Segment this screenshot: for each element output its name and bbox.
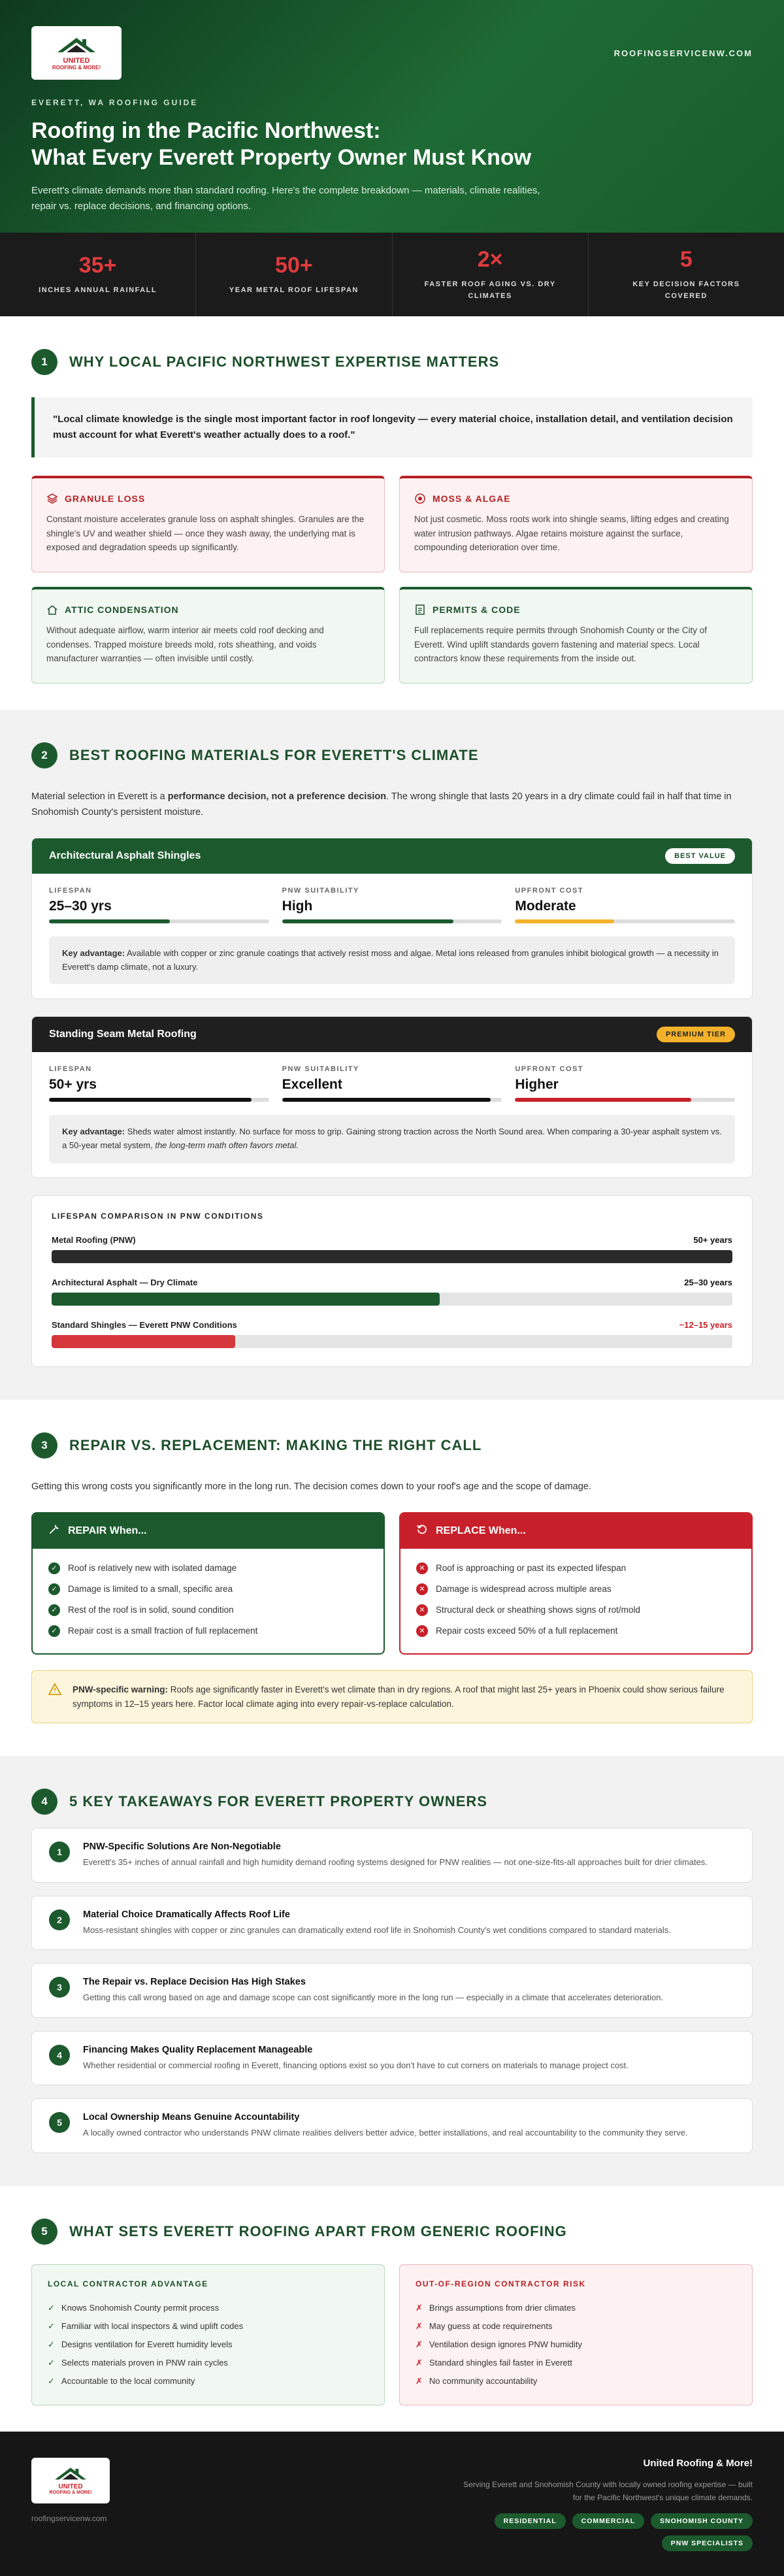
card-permits-code [399,587,753,684]
takeaway-title: The Repair vs. Replace Decision Has High Stakes [83,1977,306,1988]
item-text: Knows Snohomish County permit process [61,2302,220,2313]
material-header [32,838,752,874]
tag-commercial: COMMERCIAL [572,2513,644,2529]
check-icon: ✓ [48,1583,60,1595]
title-line-1: Roofing in the Pacific Northwest: [31,118,381,143]
list-item [48,1579,368,1600]
repair-title: REPAIR When... [68,1525,147,1536]
document-icon [414,604,426,616]
list-item [48,2372,368,2390]
row-track [52,1293,732,1306]
metric-value: Higher [515,1077,559,1093]
section-number-badge: 3 [31,1432,57,1459]
card-moss-algae [399,476,753,572]
card-title: MOSS & ALGAE [433,493,511,504]
row-value: 50+ years [693,1235,732,1246]
card-text: Not just cosmetic. Moss roots work into shingle seams, lifting edges and creating water intrusion pathways. Algae retains moisture against the surface, compounding deterioration over time. [414,514,729,553]
card-granule-loss [31,476,385,572]
section-title: WHAT SETS EVERETT ROOFING APART FROM GENERIC ROOFING [69,2222,567,2239]
row-value: ~12–15 years [679,1320,732,1330]
card-heading [46,493,370,504]
stat-number: 35+ [78,252,117,278]
takeaway-item [31,1963,753,2018]
check-icon: ✓ [48,1562,60,1574]
material-card-asphalt [31,838,753,1000]
footer-left [31,2458,110,2552]
section-materials [0,710,784,1400]
section-number-badge: 5 [31,2219,57,2245]
takeaway-item [31,1828,753,1883]
comparison-row-standard [52,1320,732,1348]
metric-track [282,1098,502,1102]
footer-site-link[interactable]: roofingservicenw.com [31,2513,107,2523]
row-header [52,1320,732,1330]
cross-icon: ✗ [416,2302,423,2313]
takeaway-list [31,1828,753,2153]
metric-label: PNW SUITABILITY [282,886,359,895]
metric-label: UPFRONT COST [515,886,584,895]
material-header [32,1017,752,1052]
metric-value: Excellent [282,1077,342,1093]
list-item [48,2317,368,2336]
row-label: Metal Roofing (PNW) [52,1235,136,1246]
company-logo[interactable] [31,26,122,80]
takeaway-body [83,1977,663,2004]
advantage-emphasis: the long-term math often favors metal. [155,1140,299,1151]
metric-fill [49,1098,252,1102]
intro-emphasis: performance decision, not a preference decision [167,791,387,802]
stat-number: 5 [679,246,693,272]
page-title [31,118,753,171]
advantage-label: Key advantage: [62,1127,125,1137]
takeaway-text: Everett's 35+ inches of annual rainfall and high humidity demand roofing systems designed for PNW realities — not one-size-fits-all approaches built for drier climates. [83,1857,708,1868]
factor-cards [31,476,753,684]
card-title: ATTIC CONDENSATION [65,604,179,615]
item-text: Structural deck or sheathing shows signs of rot/mold [436,1605,640,1615]
replace-list [400,1549,751,1653]
metric-label: UPFRONT COST [515,1065,584,1074]
page-footer [0,2432,784,2576]
roof-logo-icon [54,35,99,58]
stat-label: YEAR METAL ROOF LIFESPAN [229,286,359,294]
item-text: Damage is limited to a small, specific area [68,1584,233,1594]
footer-logo[interactable] [31,2458,110,2503]
list-item [416,1600,736,1621]
stat-factors [589,233,784,316]
stat-number: 50+ [275,252,313,278]
section-header [31,742,753,768]
box-title: OUT-OF-REGION CONTRACTOR RISK [416,2279,586,2288]
contractor-comparison [31,2264,753,2405]
item-text: Selects materials proven in PNW rain cycles [61,2357,228,2368]
repair-box [31,1512,385,1655]
takeaway-number: 2 [49,1909,70,1930]
card-heading [414,493,738,504]
item-text: Roof is relatively new with isolated damage [68,1563,237,1574]
section-intro [31,789,753,821]
stat-metal-lifespan [196,233,392,316]
comparison-title: LIFESPAN COMPARISON IN PNW CONDITIONS [52,1212,264,1221]
takeaway-title: Financing Makes Quality Replacement Manageable [83,2044,313,2055]
takeaway-body [83,2045,629,2072]
item-text: Ventilation design ignores PNW humidity [429,2339,583,2349]
card-title: GRANULE LOSS [65,493,146,504]
list-item [416,1558,736,1579]
title-line-2: What Every Everett Property Owner Must Know [31,144,532,170]
check-icon: ✓ [48,1625,60,1637]
item-text: Familiar with local inspectors & wind uplift codes [61,2320,244,2331]
section-repair-replace [0,1400,784,1756]
item-text: Rest of the roof is in solid, sound condition [68,1605,234,1615]
footer-company: United Roofing & More! [643,2457,753,2469]
row-label: Standard Shingles — Everett PNW Conditions [52,1320,237,1330]
metric-cost [515,887,735,923]
metric-fill [49,919,170,923]
metric-lifespan [49,1065,269,1102]
metric-fill [515,1098,691,1102]
card-text: Without adequate airflow, warm interior air meets cold roof decking and condenses. Trapped moisture breeds mold, rots sheathing, and voids manufacturer warranties — often invisible until costly. [46,625,324,664]
cross-icon: ✕ [416,1562,428,1574]
section-number-badge: 4 [31,1789,57,1815]
row-header [52,1278,732,1287]
item-text: Accountable to the local community [61,2375,195,2386]
eyebrow: EVERETT, WA ROOFING GUIDE [31,98,199,107]
takeaway-body [83,1909,671,1937]
metric-fill [515,919,613,923]
cross-icon: ✗ [416,2357,423,2368]
metric-value: High [282,898,313,914]
card-heading [46,604,370,616]
cross-icon: ✕ [416,1583,428,1595]
item-text: Standard shingles fail faster in Everett [429,2357,572,2368]
refresh-icon [416,1523,428,1538]
replace-title: REPLACE When... [436,1525,526,1536]
metric-label: PNW SUITABILITY [282,1065,359,1074]
check-icon: ✓ [48,2375,55,2386]
section-header [31,2219,753,2245]
repair-header [33,1513,384,1549]
pull-quote: "Local climate knowledge is the single most important factor in roof longevity — every material choice, installation detail, and ventilation decision must account for what Everett's weather actually does to a roof." [31,397,753,457]
list-item [48,1621,368,1642]
cross-icon: ✕ [416,1625,428,1637]
hero-header [0,0,784,233]
logo-text: UNITED [63,57,90,65]
list-item [48,1600,368,1621]
page-subtitle: Everett's climate demands more than standard roofing. Here's the complete breakdown — materials, climate realities, repair vs. replace decisions, and financing options. [31,184,540,212]
takeaway-text: Moss-resistant shingles with copper or zinc granules can dramatically extend roof life in Snohomish County's wet conditions compared to standard materials. [83,1924,671,1935]
row-fill [52,1250,732,1263]
metric-value: 50+ yrs [49,1077,97,1093]
section-title: REPAIR VS. REPLACEMENT: MAKING THE RIGHT CALL [69,1437,482,1454]
metric-track [515,919,735,923]
metric-value: 25–30 yrs [49,898,112,914]
card-title: PERMITS & CODE [433,604,521,615]
key-advantage [49,936,735,985]
takeaway-text: Whether residential or commercial roofing in Everett, financing options exist so you don't have to cut corners on materials to manage project cost. [83,2060,629,2070]
item-text: No community accountability [429,2375,538,2386]
section-takeaways [0,1756,784,2186]
section-number-badge: 1 [31,349,57,375]
lifespan-comparison [31,1195,753,1367]
list-item [48,2336,368,2354]
list-item [416,2354,736,2372]
tag-residential: RESIDENTIAL [495,2513,566,2529]
takeaway-title: Material Choice Dramatically Affects Roof Life [83,1909,290,1920]
material-tag: PREMIUM TIER [657,1027,735,1042]
advantage-text: Available with copper or zinc granule coatings that actively resist moss and algae. Metal ions released from granules inhibit biological growth — a necessity in Everett's damp climate, not a luxury. [62,948,719,972]
metric-fill [282,1098,491,1102]
list-item [416,1579,736,1600]
warning-body: Roofs age significantly faster in Everett's wet climate than in dry regions. A roof that might last 25+ years in Phoenix could show serious failure symptoms in 12–15 years here. Factor local climate aging into every repair-vs-replace calculation. [73,1684,725,1709]
item-text: Repair costs exceed 50% of a full replacement [436,1626,618,1636]
material-metrics [32,1052,752,1102]
metric-label: LIFESPAN [49,886,92,895]
layers-icon [46,493,58,504]
item-text: May guess at code requirements [429,2320,553,2331]
check-icon: ✓ [48,1604,60,1616]
metric-label: LIFESPAN [49,1065,92,1074]
metric-track [49,1098,269,1102]
row-header [52,1235,732,1245]
stat-label: INCHES ANNUAL RAINFALL [39,286,157,294]
card-attic-condensation [31,587,385,684]
tag-snohomish-county: SNOHOMISH COUNTY [651,2513,753,2529]
house-icon [46,604,58,616]
material-name: Standing Seam Metal Roofing [49,1029,197,1040]
logo-subtext: ROOFING & MORE! [49,2490,92,2496]
check-icon: ✓ [48,2357,55,2368]
check-icon: ✓ [48,2302,55,2313]
advantage-text: Sheds water almost instantly. No surface for moss to grip. Gaining strong traction across the North Sound area. When comparing a 30-year asphalt system vs. a 50-year metal system, [62,1127,722,1151]
card-text: Constant moisture accelerates granule loss on asphalt shingles. Granules are the shingle's UV and weather shield — once they wash away, the underlying mat is exposed and degradation speeds up significantly. [46,514,365,553]
target-icon [414,493,426,504]
cross-icon: ✗ [416,2375,423,2386]
replace-header [400,1513,751,1549]
row-track [52,1335,732,1348]
item-text: Damage is widespread across multiple areas [436,1584,612,1594]
list-item [48,1558,368,1579]
pnw-warning [31,1670,753,1723]
takeaway-body [83,2112,688,2139]
row-value: 25–30 years [684,1278,732,1288]
list-item [48,2354,368,2372]
list-item [48,2299,368,2317]
cross-icon: ✗ [416,2320,423,2331]
intro-text: Material selection in Everett is a [31,791,168,802]
list-item [416,2336,736,2354]
takeaway-number: 4 [49,2045,70,2066]
footer-text: Serving Everett and Snohomish County with locally owned roofing expertise — built for the Pacific Northwest's unique climate demands. [463,2479,753,2503]
stat-label: FASTER ROOF AGING VS. DRY CLIMATES [424,280,556,300]
metric-suitability [282,1065,502,1102]
takeaway-item [31,2098,753,2153]
section-header [31,1789,753,1815]
row-label: Architectural Asphalt — Dry Climate [52,1278,198,1288]
cross-icon: ✗ [416,2339,423,2349]
cross-icon: ✕ [416,1604,428,1616]
list-item [416,2299,736,2317]
takeaway-number: 1 [49,1841,70,1862]
takeaway-item [31,2031,753,2086]
check-icon: ✓ [48,2339,55,2349]
item-text: Brings assumptions from drier climates [429,2302,576,2313]
metric-track [515,1098,735,1102]
list-item [416,2317,736,2336]
list-item [416,1621,736,1642]
takeaway-item [31,1896,753,1951]
footer-tags [452,2513,753,2551]
out-of-region-risk-box [399,2264,753,2405]
takeaway-text: Getting this call wrong based on age and damage scope can cost significantly more in the long run — especially in a climate that accelerates deterioration. [83,1992,664,2003]
comparison-row-metal [52,1235,732,1263]
section-header [31,1432,753,1459]
takeaway-number: 3 [49,1977,70,1998]
stat-rainfall [0,233,196,316]
stat-aging [393,233,589,316]
box-title: LOCAL CONTRACTOR ADVANTAGE [48,2279,208,2288]
card-heading [414,604,738,616]
row-fill [52,1335,235,1348]
item-text: Roof is approaching or past its expected lifespan [436,1563,627,1574]
stat-number: 2× [477,246,503,272]
section-local-expertise [0,316,784,710]
metric-track [49,919,269,923]
stats-bar [0,233,784,316]
takeaway-text: A locally owned contractor who understands PNW climate realities delivers better advice, better installations, and real accountability to the community they serve. [83,2128,688,2138]
list-item [416,2372,736,2390]
metric-fill [282,919,454,923]
site-link[interactable]: ROOFINGSERVICENW.COM [613,48,753,58]
item-text: Designs ventilation for Everett humidity levels [61,2339,233,2349]
metric-cost [515,1065,735,1102]
roof-logo-icon [51,2466,90,2484]
metric-suitability [282,887,502,923]
material-metrics [32,874,752,923]
risk-list [416,2299,736,2390]
local-advantage-box [31,2264,385,2405]
key-advantage [49,1115,735,1163]
metric-track [282,919,502,923]
repair-replace-columns [31,1512,753,1655]
row-fill [52,1293,440,1306]
logo-subtext: ROOFING & MORE! [52,65,101,71]
material-tag: BEST VALUE [665,848,735,864]
section-title: WHY LOCAL PACIFIC NORTHWEST EXPERTISE MATTERS [69,354,500,370]
material-card-metal [31,1016,753,1178]
row-track [52,1250,732,1263]
warning-text [73,1683,736,1711]
metric-value: Moderate [515,898,576,914]
comparison-row-asphalt [52,1278,732,1306]
section-title: 5 KEY TAKEAWAYS FOR EVERETT PROPERTY OWNERS [69,1793,487,1810]
metric-lifespan [49,887,269,923]
card-text: Full replacements require permits through Snohomish County or the City of Everett. Wind uplift standards govern fastening and material specs. Local contractors know these requirements from the inside out. [414,625,707,664]
warning-label: PNW-specific warning: [73,1684,168,1694]
section-intro: Getting this wrong costs you significantly more in the long run. The decision comes down to your roof's age and the scope of damage. [31,1481,591,1493]
advantage-label: Key advantage: [62,948,125,958]
footer-right [452,2458,753,2552]
takeaway-body [83,1841,708,1869]
takeaway-number: 5 [49,2112,70,2133]
advantage-list [48,2299,368,2390]
wrench-icon [48,1523,60,1538]
section-header [31,349,753,375]
repair-list [33,1549,384,1653]
takeaway-title: PNW-Specific Solutions Are Non-Negotiable [83,1841,281,1853]
logo-text: UNITED [58,2483,83,2491]
material-name: Architectural Asphalt Shingles [49,850,201,861]
takeaway-title: Local Ownership Means Genuine Accountability [83,2112,300,2123]
replace-box [399,1512,753,1655]
section-number-badge: 2 [31,742,57,768]
tag-pnw-specialists: PNW SPECIALISTS [662,2535,753,2551]
warning-icon [48,1683,62,1711]
item-text: Repair cost is a small fraction of full replacement [68,1626,258,1636]
intro-text: . The wrong shingle that lasts 20 years in a dry climate could fail in half that time in Snohomish County's persistent moisture. [31,791,732,817]
check-icon: ✓ [48,2320,55,2331]
stat-label: KEY DECISION FACTORS COVERED [632,280,740,300]
section-comparison [0,2186,784,2432]
section-title: BEST ROOFING MATERIALS FOR EVERETT'S CLIMATE [69,747,479,763]
